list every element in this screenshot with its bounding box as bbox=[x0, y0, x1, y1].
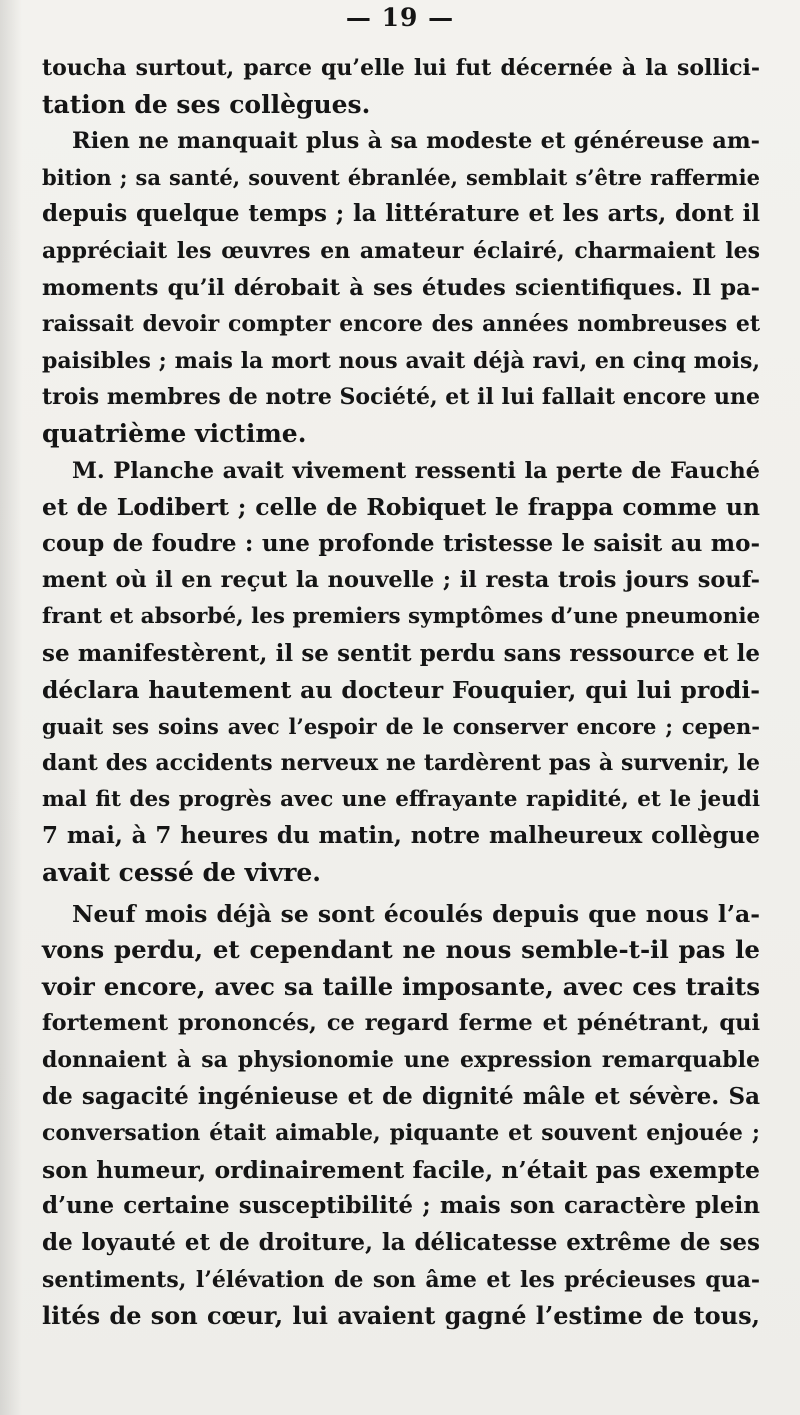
text-line: 7 mai, à 7 heures du matin, notre malheureux collègue bbox=[42, 822, 760, 850]
text-line: lités de son cœur, lui avaient gagné l’estime de tous, bbox=[42, 1301, 760, 1331]
text-line: moments qu’il dérobait à ses études scientifiques. Il pa- bbox=[42, 274, 760, 301]
text-line: tation de ses collègues. bbox=[42, 89, 371, 119]
text-line: donnaient à sa physionomie une expression remarquable bbox=[42, 1047, 760, 1074]
text-line: quatrième victime. bbox=[42, 418, 307, 448]
text-line: trois membres de notre Société, et il lui fallait encore une bbox=[42, 384, 761, 411]
text-line: dant des accidents nerveux ne tardèrent pas à survenir, le bbox=[42, 750, 760, 777]
text-line: guait ses soins avec l’espoir de le conserver encore ; cepen- bbox=[42, 713, 760, 739]
text-line: fortement prononcés, ce regard ferme et pénétrant, qui bbox=[42, 1010, 760, 1037]
text-line: de sagacité ingénieuse et de dignité mâle et sévère. Sa bbox=[42, 1082, 760, 1110]
text-line: depuis quelque temps ; la littérature et les arts, dont il bbox=[42, 200, 760, 228]
text-line: d’une certaine susceptibilité ; mais son caractère plein bbox=[42, 1192, 760, 1220]
text-line: M. Planche avait vivement ressenti la perte de Fauché bbox=[72, 457, 760, 484]
text-line: paisibles ; mais la mort nous avait déjà ravi, en cinq mois, bbox=[42, 347, 760, 374]
text-line: appréciait les œuvres en amateur éclairé, charmaient les bbox=[42, 237, 760, 264]
paragraph bbox=[42, 896, 760, 1335]
text-line: se manifestèrent, il se sentit perdu sans ressource et le bbox=[42, 639, 760, 667]
paragraph bbox=[42, 50, 760, 123]
body-text bbox=[42, 50, 760, 1335]
text-line: bition ; sa santé, souvent ébranlée, semblait s’être raffermie bbox=[42, 164, 760, 190]
text-line: son humeur, ordinairement facile, n’était pas exempte bbox=[42, 1155, 760, 1184]
text-line: voir encore, avec sa taille imposante, avec ces traits bbox=[42, 971, 760, 1001]
text-line: et de Lodibert ; celle de Robiquet le frappa comme un bbox=[42, 493, 760, 522]
paragraph bbox=[42, 123, 760, 452]
text-line: frant et absorbé, les premiers symptômes d’une pneumonie bbox=[42, 603, 761, 629]
text-line: vons perdu, et cependant ne nous semble-t-il pas le bbox=[42, 935, 760, 965]
text-line: toucha surtout, parce qu’elle lui fut décernée à la sollici- bbox=[42, 55, 760, 81]
text-line: déclara hautement au docteur Fouquier, qui lui prodi- bbox=[42, 676, 760, 705]
text-line: ment où il en reçut la nouvelle ; il resta trois jours souf- bbox=[42, 567, 760, 594]
text-line: raissait devoir compter encore des années nombreuses et bbox=[42, 311, 760, 338]
paragraph bbox=[42, 453, 760, 892]
text-line: Rien ne manquait plus à sa modeste et généreuse am- bbox=[72, 128, 760, 155]
text-line: conversation était aimable, piquante et souvent enjouée ; bbox=[42, 1120, 760, 1147]
text-line: de loyauté et de droiture, la délicatesse extrême de ses bbox=[42, 1229, 760, 1256]
text-line: avait cessé de vivre. bbox=[42, 858, 321, 888]
text-line: coup de foudre : une profonde tristesse le saisit au mo- bbox=[42, 529, 760, 557]
text-line: sentiments, l’élévation de son âme et les précieuses qua- bbox=[42, 1266, 760, 1293]
text-line: Neuf mois déjà se sont écoulés depuis que nous l’a- bbox=[72, 899, 760, 928]
page-number: — 19 — bbox=[345, 3, 455, 32]
text-line: mal fit des progrès avec une effrayante rapidité, et le jeudi bbox=[42, 786, 760, 812]
